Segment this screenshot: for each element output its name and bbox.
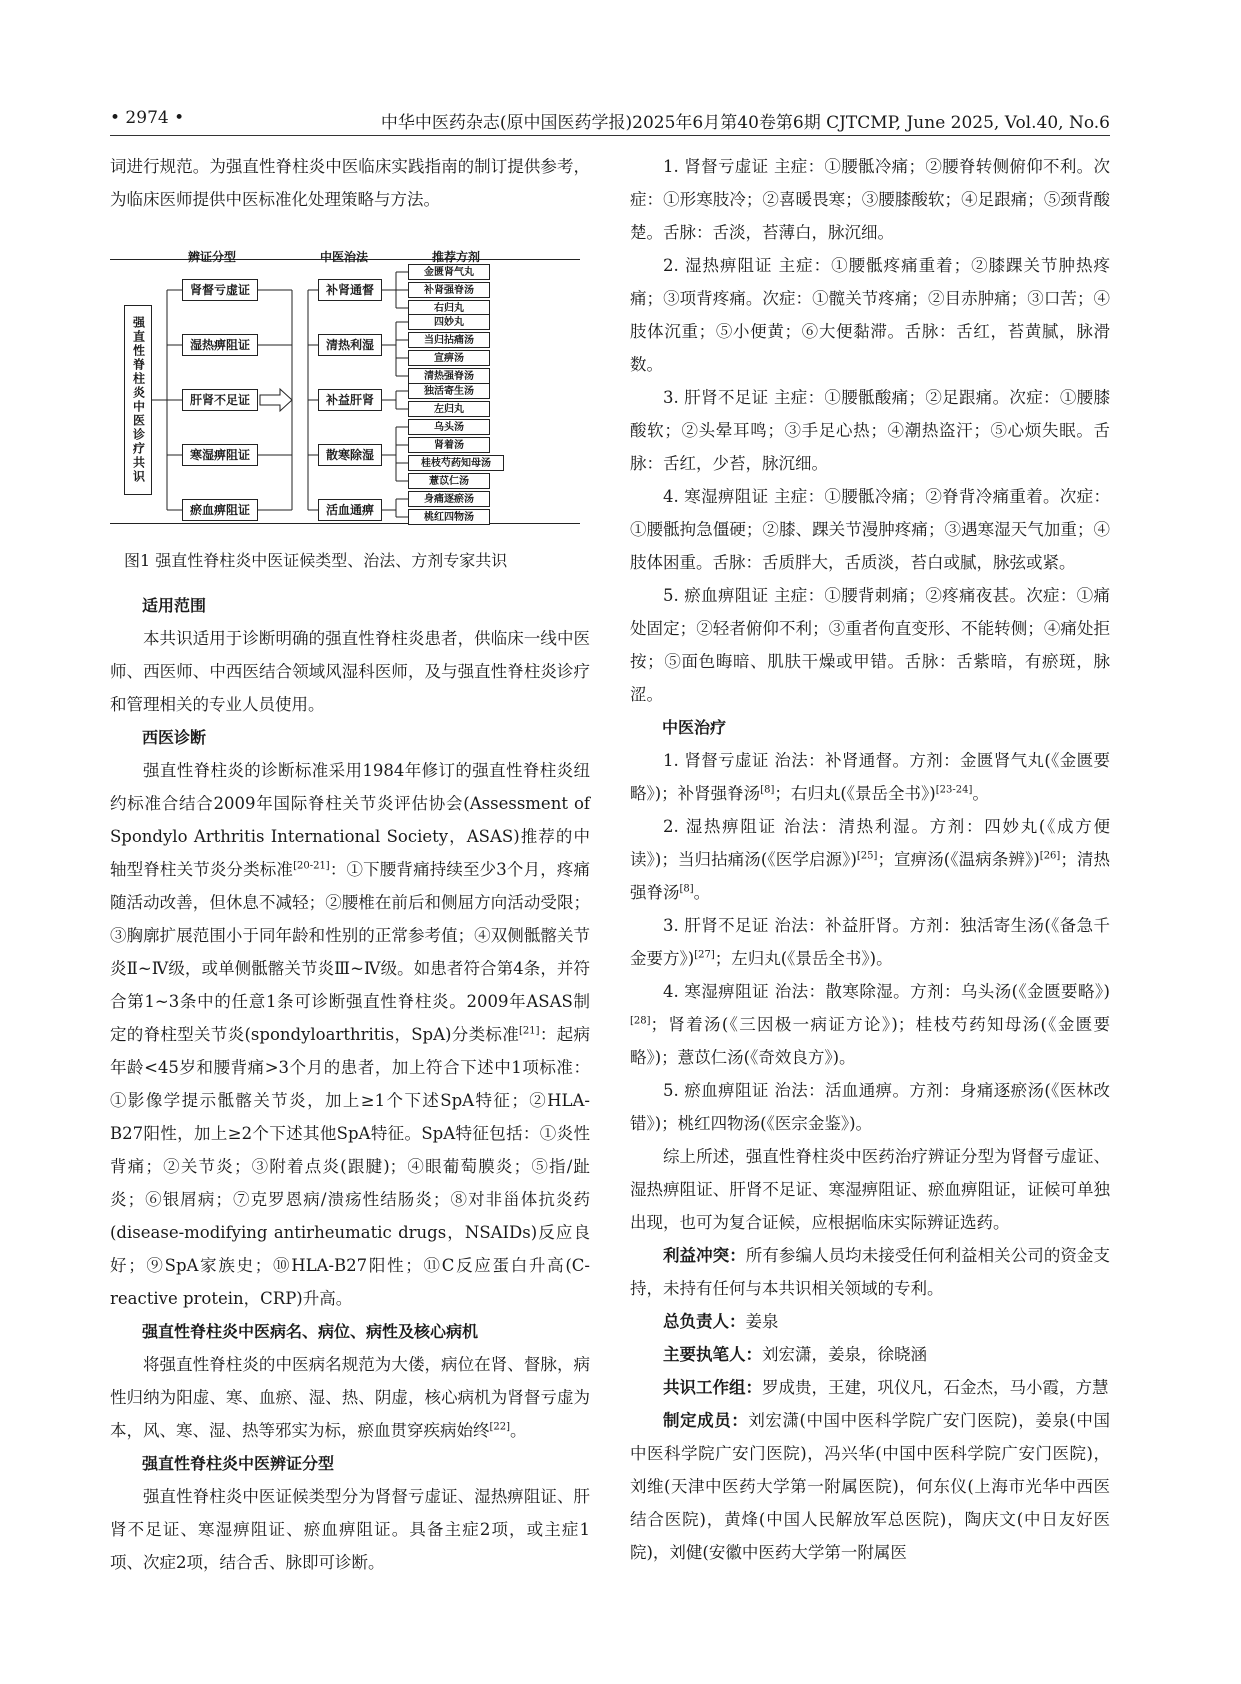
formula-box: 桂枝芍药知母汤 bbox=[408, 455, 504, 471]
formula-box: 肾着汤 bbox=[408, 437, 490, 453]
syndrome-box: 肾督亏虚证 bbox=[182, 279, 258, 301]
header-treatment: 中医治法 bbox=[320, 250, 369, 264]
treatment-box: 活血通痹 bbox=[318, 499, 382, 521]
right-column bbox=[630, 150, 1110, 1569]
formula-box: 宣痹汤 bbox=[408, 350, 490, 366]
treatment-2-paragraph: 2. 湿热痹阻证 治法：清热利湿。方剂：四妙丸(《成方便读》)；当归拈痛汤(《医学启源》)[25]；宣痹汤(《温病条辨》)[26]；清热强脊汤[8]。 bbox=[630, 817, 1111, 902]
formula-box: 右归丸 bbox=[408, 300, 490, 316]
header-syndrome: 辨证分型 bbox=[188, 250, 237, 264]
arrow-icon bbox=[260, 389, 292, 411]
formula-box: 清热强脊汤 bbox=[408, 368, 490, 384]
treatment-1-paragraph: 1. 肾督亏虚证 治法：补肾通督。方剂：金匮肾气丸(《金匮要略》)；补肾强脊汤[8]；右归丸(《景岳全书》)[23-24]。 bbox=[630, 751, 1110, 803]
header-formula: 推荐方剂 bbox=[432, 250, 481, 264]
citation: [22] bbox=[489, 1421, 511, 1433]
formula-box: 当归拈痛汤 bbox=[408, 332, 490, 348]
running-header bbox=[110, 100, 1110, 136]
formula-box: 桃红四物汤 bbox=[408, 509, 490, 525]
treatment-3-paragraph: 3. 肝肾不足证 治法：补益肝肾。方剂：独活寄生汤(《备急千金要方》)[27]；左归丸(《景岳全书》)。 bbox=[630, 916, 1110, 968]
chief-responsible: 总负责人：姜泉 bbox=[663, 1312, 779, 1331]
summary-paragraph: 综上所述，强直性脊柱炎中医药治疗辨证分型为肾督亏虚证、湿热痹阻证、肝肾不足证、寒湿痹阻证、瘀血痹阻证，证候可单独出现，也可为复合证候，应根据临床实际辨证选药。 bbox=[630, 1147, 1110, 1232]
journal-title: 中华中医药杂志(原中国医药学报)2025年6月第40卷第6期 CJTCMP, June 2025, Vol.40, No.6 bbox=[380, 113, 1110, 133]
syndrome-box: 寒湿痹阻证 bbox=[182, 444, 258, 466]
formula-box: 左归丸 bbox=[408, 401, 490, 417]
syndrome-box: 肝肾不足证 bbox=[182, 389, 258, 411]
syndrome-3-paragraph: 3. 肝肾不足证 主症：①腰骶酸痛；②足跟痛。次症：①腰膝酸软；②头晕耳鸣；③手足心热；④潮热盗汗；⑤心烦失眠。舌脉：舌红，少苔，脉沉细。 bbox=[630, 388, 1110, 473]
treatment-box: 散寒除湿 bbox=[318, 444, 382, 466]
western-diagnosis-paragraph: 强直性脊柱炎的诊断标准采用1984年修订的强直性脊柱炎纽约标准合结合2009年国际脊柱关节炎评估协会(Assessment of Spondylo Arthritis International Society，ASAS)推荐的中轴型脊柱关节炎分类标准[20-21]：①下腰背痛持续至少3个月，疼痛随活动改善，但休息不减轻；②腰椎在前后和侧屈方向活动受限；③胸廓扩展范围小于同年龄和性别的正常参考值；④双侧骶髂关节炎Ⅱ~Ⅳ级，或单侧骶髂关节炎Ⅲ~Ⅳ级。如患者符合第4条，并符合第1~3条中的任意1条可诊断强直性脊柱炎。2009年ASAS制定的脊柱型关节炎(spondyloarthritis，SpA)分类标准[21]：起病年龄<45岁和腰背痛>3个月的患者，加上符合下述中1项标准：①影像学提示骶髂关节炎，加上≥1个下述SpA特征；②HLA-B27阳性，加上≥2个下述其他SpA特征。SpA特征包括：①炎性背痛；②关节炎；③附着点炎(跟腱)；④眼葡萄膜炎；⑤指/趾炎；⑥银屑病；⑦克罗恩病/溃疡性结肠炎；⑧对非甾体抗炎药(disease-modifying antirheumatic drugs，NSAIDs)反应良好；⑨SpA家族史；⑩HLA-B27阳性；⑪C反应蛋白升高(C-reactive protein，CRP)升高。 bbox=[110, 761, 591, 1308]
syndrome-box: 湿热痹阻证 bbox=[182, 334, 258, 356]
citation: [8] bbox=[760, 784, 775, 796]
formula-box: 四妙丸 bbox=[408, 314, 490, 330]
treatment-box: 补益肝肾 bbox=[318, 389, 382, 411]
citation: [27] bbox=[694, 949, 715, 961]
figure-caption: 图1 强直性脊柱炎中医证候类型、治法、方剂专家共识 bbox=[124, 551, 508, 570]
syndrome-2-paragraph: 2. 湿热痹阻证 主症：①腰骶疼痛重着；②膝踝关节肿热疼痛；③项背疼痛。次症：①髋关节疼痛；②目赤肿痛；③口苦；④肢体沉重；⑤小便黄；⑥大便黏滞。舌脉：舌红，苔黄腻，脉滑数。 bbox=[630, 256, 1110, 374]
heading-scope: 适用范围 bbox=[142, 596, 207, 615]
formula-box: 补肾强脊汤 bbox=[408, 282, 490, 298]
tcm-name-paragraph: 将强直性脊柱炎的中医病名规范为大偻，病位在肾、督脉，病性归纳为阳虚、寒、血瘀、湿、热、阴虚，核心病机为肾督亏虚为本，风、寒、湿、热等邪实为标，瘀血贯穿疾病始终[22]。 bbox=[110, 1355, 590, 1440]
citation: [23-24] bbox=[935, 784, 973, 796]
syndrome-1-paragraph: 1. 肾督亏虚证 主症：①腰骶冷痛；②腰脊转侧俯仰不利。次症：①形寒肢冷；②喜暖畏寒；③腰膝酸软；④足跟痛；⑤颈背酸楚。舌脉：舌淡，苔薄白，脉沉细。 bbox=[630, 157, 1110, 242]
working-group: 共识工作组：罗成贵，王建，巩仪凡，石金杰，马小霞，方慧 bbox=[663, 1378, 1109, 1397]
figure-1 bbox=[110, 241, 580, 541]
header-rule bbox=[110, 135, 1110, 136]
formula-box: 薏苡仁汤 bbox=[408, 473, 490, 489]
treatment-5-paragraph: 5. 瘀血痹阻证 治法：活血通痹。方剂：身痛逐瘀汤(《医林改错》)；桃红四物汤(《医宗金鉴》)。 bbox=[630, 1081, 1110, 1133]
left-column bbox=[110, 150, 590, 1579]
root-box: 强直性脊柱炎中医诊疗共识 bbox=[124, 305, 152, 495]
treatment-box: 清热利湿 bbox=[318, 334, 382, 356]
citation: [25] bbox=[856, 850, 878, 862]
syndrome-box: 瘀血痹阻证 bbox=[182, 499, 258, 521]
treatment-4-paragraph: 4. 寒湿痹阻证 治法：散寒除湿。方剂：乌头汤(《金匮要略》)[28]；肾着汤(《三因极一病证方论》)；桂枝芍药知母汤(《金匮要略》)；薏苡仁汤(《奇效良方》)。 bbox=[630, 982, 1110, 1067]
heading-tcm-name: 强直性脊柱炎中医病名、病位、病性及核心病机 bbox=[142, 1322, 479, 1341]
intro-paragraph: 词进行规范。为强直性脊柱炎中医临床实践指南的制订提供参考，为临床医师提供中医标准化处理策略与方法。 bbox=[110, 157, 590, 209]
page-number: • 2974 • bbox=[110, 108, 185, 128]
main-writers: 主要执笔人：刘宏潇，姜泉，徐晓涵 bbox=[663, 1345, 927, 1364]
conflict-of-interest: 利益冲突：所有参编人员均未接受任何利益相关公司的资金支持，未持有任何与本共识相关领域的专利。 bbox=[630, 1246, 1111, 1298]
citation: [8] bbox=[679, 883, 694, 895]
heading-differentiation: 强直性脊柱炎中医辨证分型 bbox=[142, 1454, 335, 1473]
heading-tcm-treatment: 中医治疗 bbox=[662, 718, 727, 737]
treatment-box: 补肾通督 bbox=[318, 279, 382, 301]
formula-box: 身痛逐瘀汤 bbox=[408, 491, 490, 507]
citation: [26] bbox=[1039, 850, 1061, 862]
citation: [20-21] bbox=[293, 860, 330, 872]
scope-paragraph: 本共识适用于诊断明确的强直性脊柱炎患者，供临床一线中医师、西医师、中西医结合领域风湿科医师，及与强直性脊柱炎诊疗和管理相关的专业人员使用。 bbox=[110, 629, 590, 714]
formula-box: 独活寄生汤 bbox=[408, 383, 490, 399]
committee-members: 制定成员：刘宏潇(中国中医科学院广安门医院)，姜泉(中国中医科学院广安门医院)，冯兴华(中国中医科学院广安门医院)，刘维(天津中医药大学第一附属医院)，何东仪(上海市光华中西医结合医院)，黄烽(中国人民解放军总医院)，陶庆文(中日友好医院)，刘健(安徽中医药大学第一附属医 bbox=[630, 1411, 1110, 1562]
syndrome-5-paragraph: 5. 瘀血痹阻证 主症：①腰背刺痛；②疼痛夜甚。次症：①痛处固定；②轻者俯仰不利；③重者佝直变形、不能转侧；④痛处拒按；⑤面色晦暗、肌肤干燥或甲错。舌脉：舌紫暗，有瘀斑，脉涩。 bbox=[630, 586, 1110, 704]
citation: [28] bbox=[630, 1015, 651, 1027]
differentiation-paragraph: 强直性脊柱炎中医证候类型分为肾督亏虚证、湿热痹阻证、肝肾不足证、寒湿痹阻证、瘀血痹阻证。具备主症2项，或主症1项、次症2项，结合舌、脉即可诊断。 bbox=[110, 1487, 590, 1572]
formula-box: 金匮肾气丸 bbox=[408, 264, 490, 280]
citation: [21] bbox=[519, 1025, 540, 1037]
formula-box: 乌头汤 bbox=[408, 419, 490, 435]
syndrome-4-paragraph: 4. 寒湿痹阻证 主症：①腰骶冷痛；②脊背冷痛重着。次症：①腰骶拘急僵硬；②膝、踝关节漫肿疼痛；③遇寒湿天气加重；④肢体困重。舌脉：舌质胖大，舌质淡，苔白或腻，脉弦或紧。 bbox=[630, 487, 1110, 572]
heading-western-diagnosis: 西医诊断 bbox=[142, 728, 207, 747]
